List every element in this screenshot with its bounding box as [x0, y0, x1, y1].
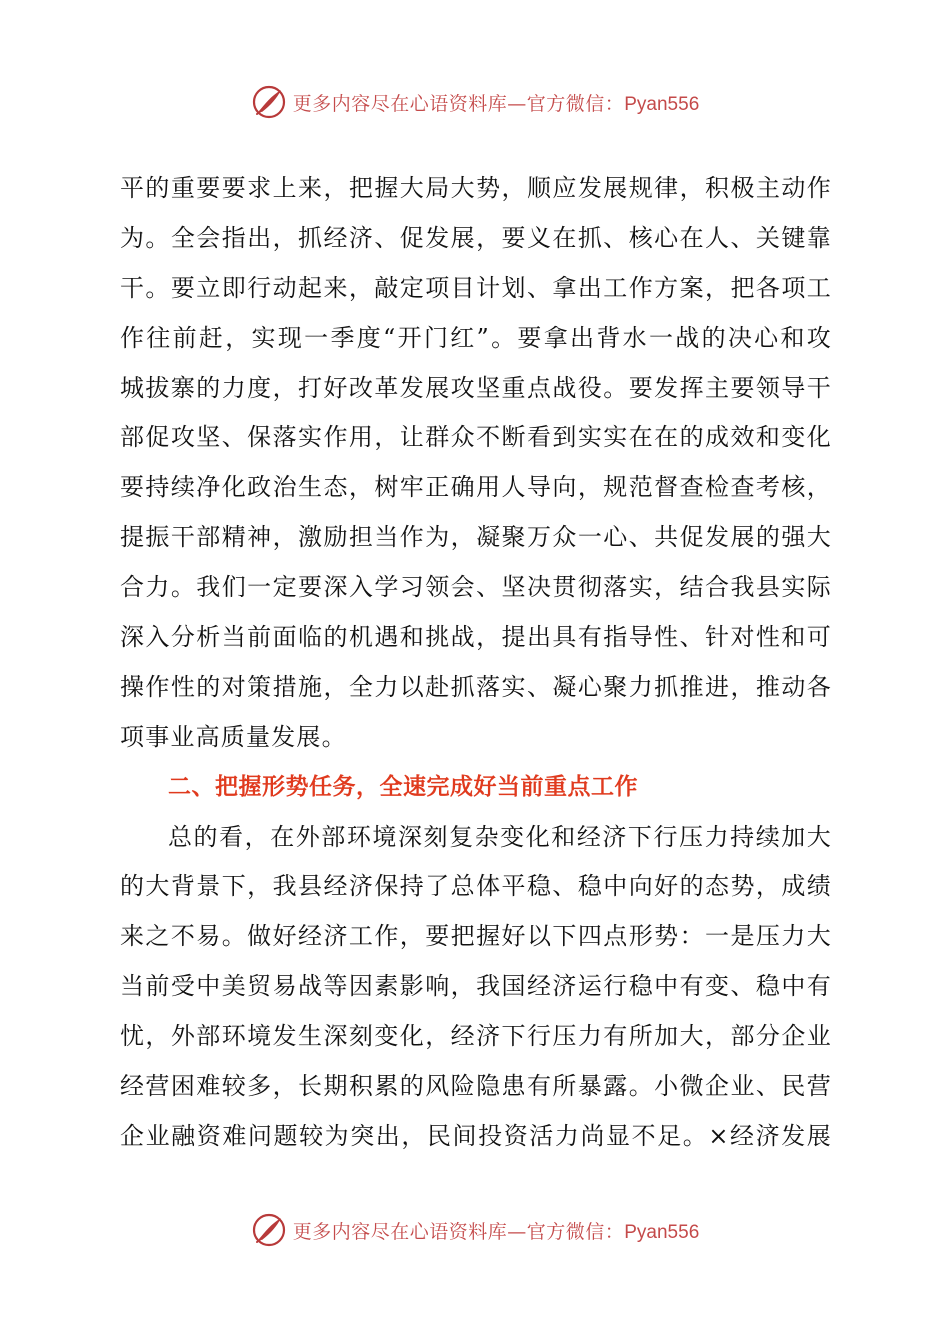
paragraph-line: 合力。我们一定要深入学习领会、坚决贯彻落实，结合我县实际 — [120, 573, 832, 602]
watermark-text: 更多内容尽在心语资料库—官方微信：Pyan556 — [292, 1220, 700, 1243]
document-body — [120, 164, 832, 1162]
paragraph-line: 的大背景下，我县经济保持了总体平稳、稳中向好的态势，成绩 — [120, 872, 832, 901]
paragraph-line: 总的看，在外部环境深刻复杂变化和经济下行压力持续加大 — [168, 822, 832, 851]
paragraph-line: 深入分析当前面临的机遇和挑战，提出具有指导性、针对性和可 — [120, 623, 832, 652]
paragraph-line: 为。全会指出，抓经济、促发展，要义在抓、核心在人、关键靠 — [120, 223, 832, 252]
paragraph-line: 当前受中美贸易战等因素影响，我国经济运行稳中有变、稳中有 — [120, 972, 832, 1001]
header-watermark — [0, 80, 950, 124]
paragraph-line: 经营困难较多，长期积累的风险隐患有所暴露。小微企业、民营 — [120, 1072, 832, 1101]
paragraph-line: 忧，外部环境发生深刻变化，经济下行压力有所加大，部分企业 — [120, 1022, 832, 1051]
watermark-text: 更多内容尽在心语资料库—官方微信：Pyan556 — [292, 92, 700, 115]
footer-watermark — [0, 1208, 950, 1252]
paragraph-line: 平的重要要求上来，把握大局大势，顺应发展规律，积极主动作 — [120, 174, 832, 202]
paragraph-line: 作往前赶，实现一季度“开门红”。要拿出背水一战的决心和攻 — [120, 323, 832, 352]
section-heading: 二、把握形势任务，全速完成好当前重点工作 — [168, 773, 638, 800]
paragraph-line: 干。要立即行动起来，敲定项目计划、拿出工作方案，把各项工 — [120, 273, 832, 302]
paragraph-line: 城拔寨的力度，打好改革发展攻坚重点战役。要发挥主要领导干 — [120, 373, 832, 402]
paragraph-line: 操作性的对策措施，全力以赴抓落实、凝心聚力抓推进，推动各 — [120, 672, 832, 701]
quill-pen-seal-icon — [251, 1212, 287, 1248]
quill-pen-seal-icon — [251, 84, 287, 120]
paragraph-line: 提振干部精神，激励担当作为，凝聚万众一心、共促发展的强大 — [120, 523, 832, 552]
paragraph-line: 要持续净化政治生态，树牢正确用人导向，规范督查检查考核， — [120, 473, 832, 502]
paragraph-line: 部促攻坚、保落实作用，让群众不断看到实实在在的成效和变化 — [120, 423, 832, 452]
paragraph-line: 项事业高质量发展。 — [120, 722, 347, 751]
paragraph-line: 来之不易。做好经济工作，要把握好以下四点形势：一是压力大 — [120, 922, 832, 951]
paragraph-line: 企业融资难问题较为突出，民间投资活力尚显不足。×经济发展 — [120, 1121, 832, 1150]
